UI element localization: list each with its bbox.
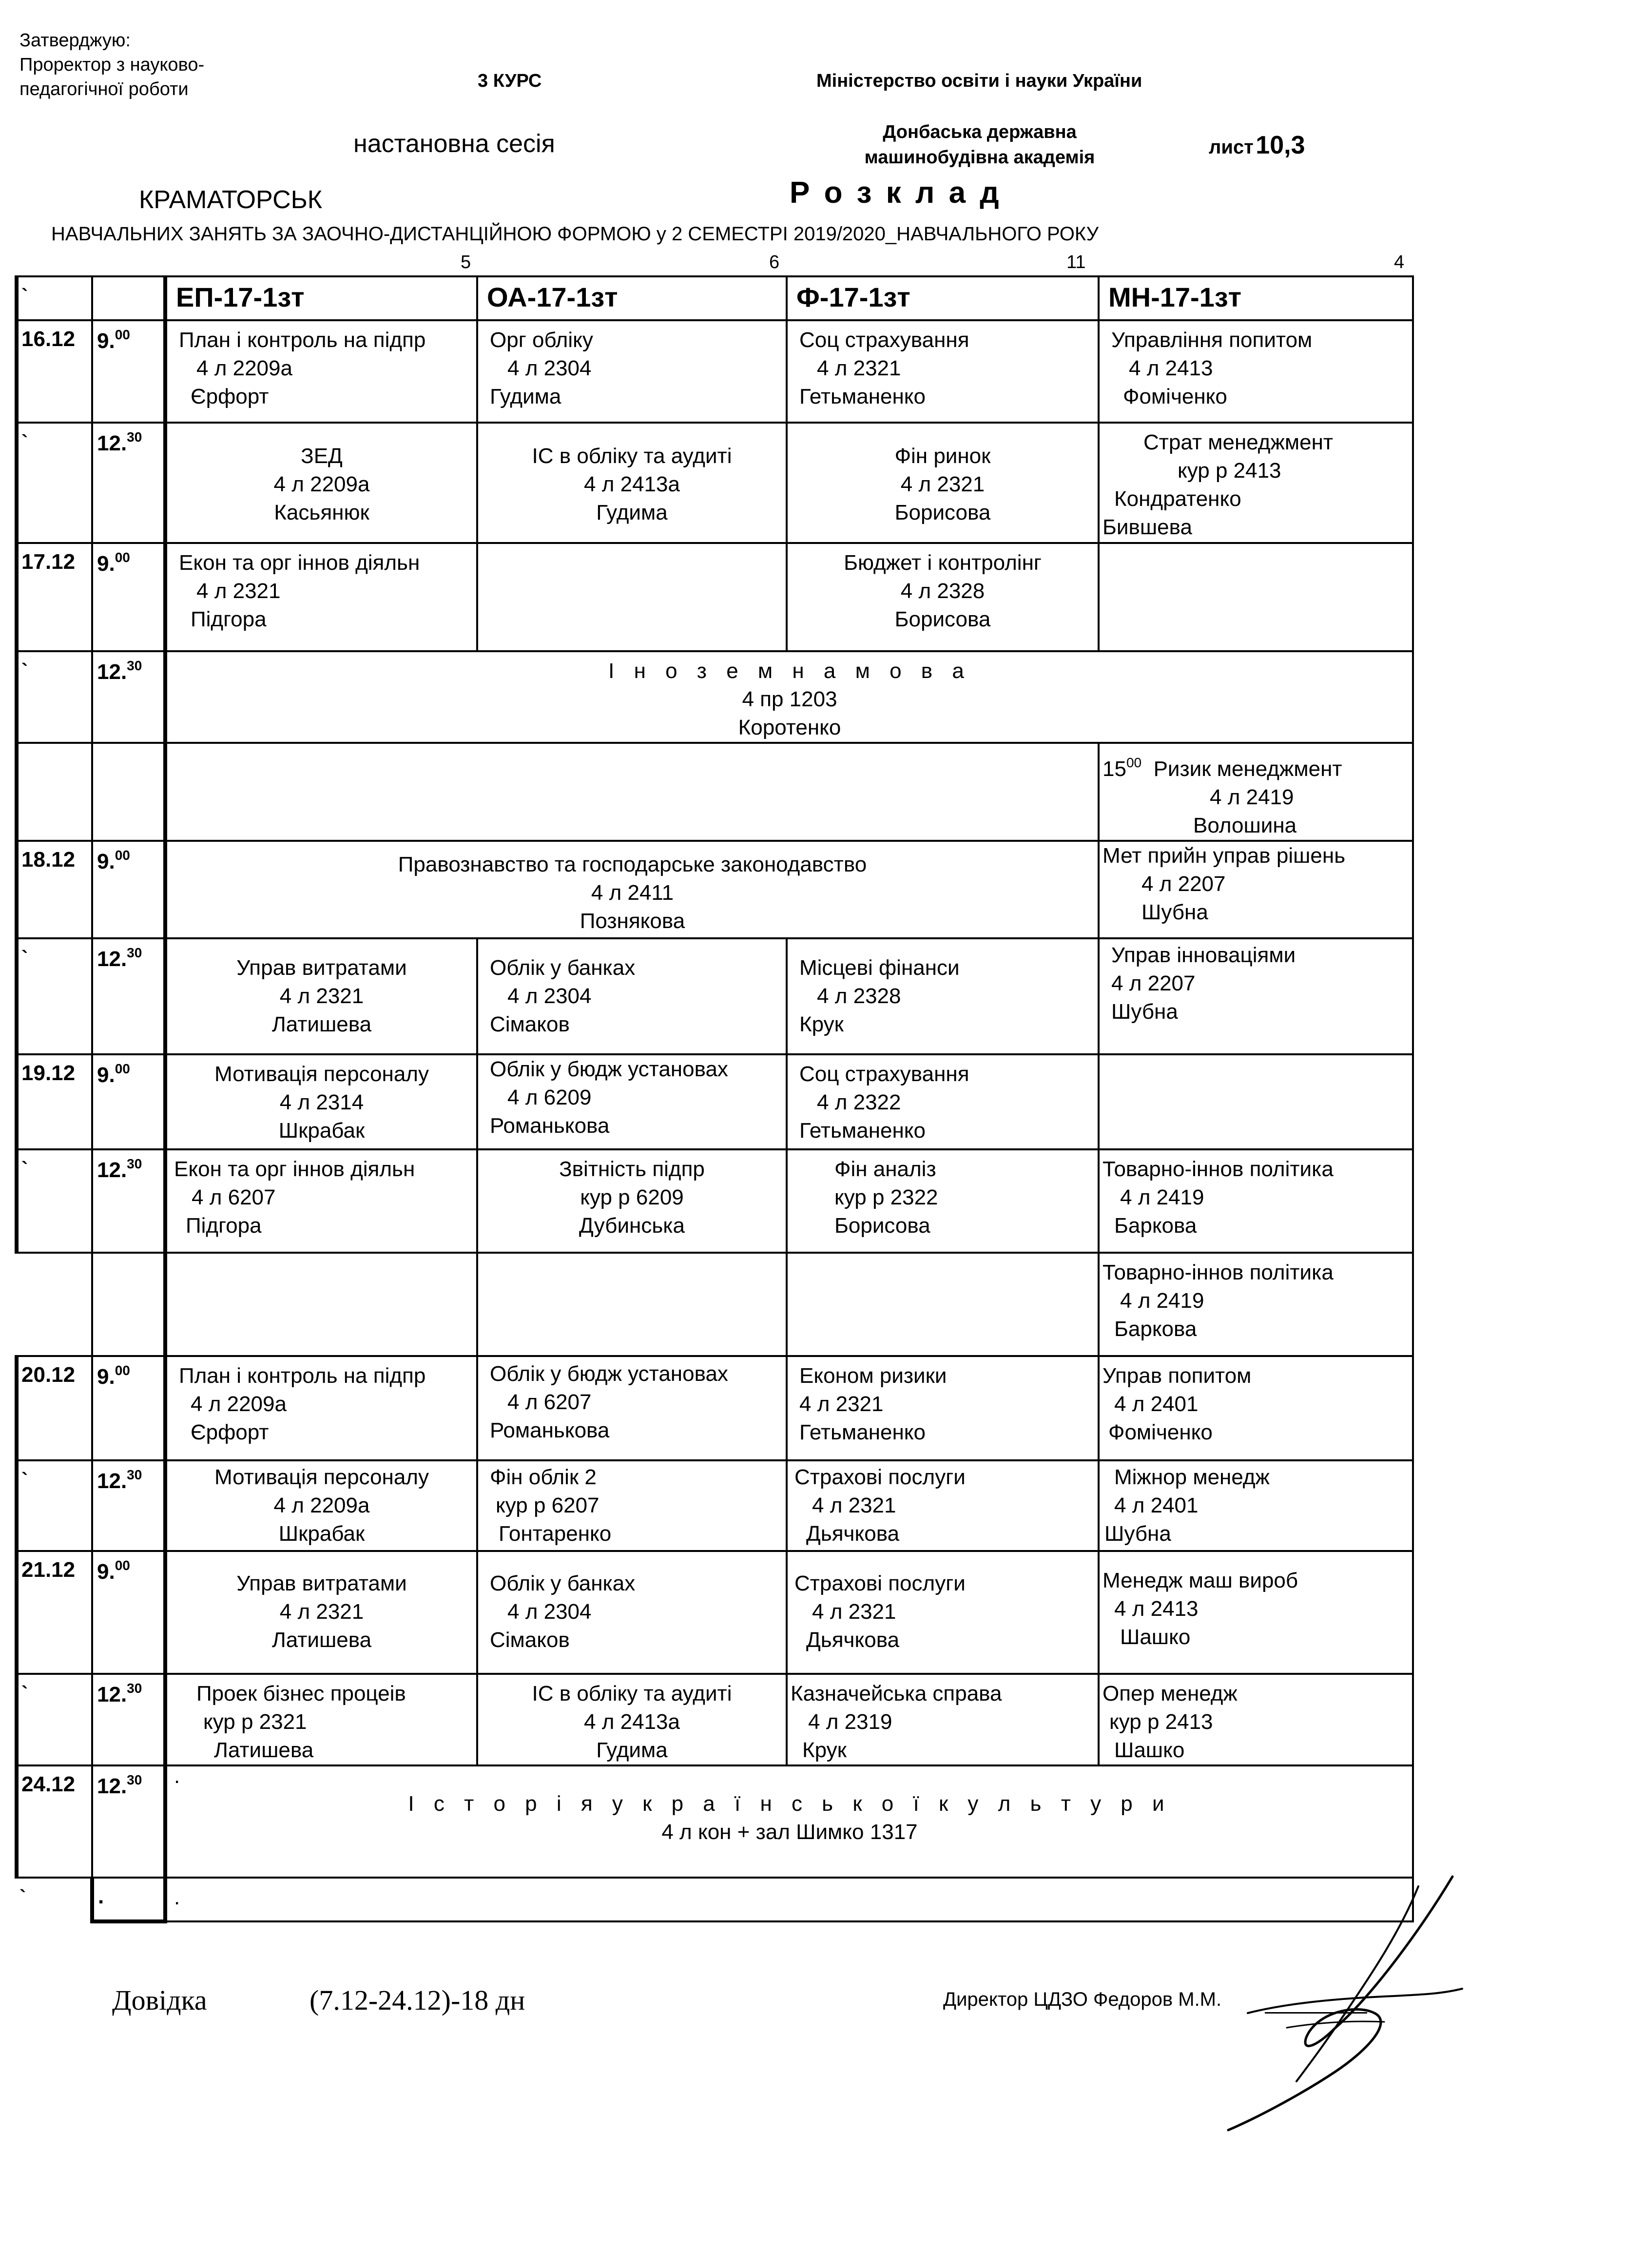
lesson-cell: ЗЕД 4 л 2209а Касьянюк	[165, 423, 477, 543]
handwritten-signature	[1189, 1867, 1501, 2140]
lesson-cell: ІС в обліку та аудиті 4 л 2413а Гудима	[477, 1674, 787, 1765]
empty-cell	[477, 1253, 787, 1356]
lesson-cell-span: . І с т о р і я у к р а ї н с ь к о ї к у л ь т у р и 4 л кон + зал Шимко 1317	[165, 1765, 1413, 1878]
lesson-cell: Облік у бюдж установах 4 л 6209 Романькова	[477, 1054, 787, 1149]
time-cell: 9.00	[92, 1551, 165, 1674]
date-cell: 17.12	[17, 543, 92, 651]
time-cell: 12.30	[92, 423, 165, 543]
date-cell: `	[17, 651, 92, 743]
empty-cell	[1099, 1054, 1413, 1149]
page-title: Р о з к л а д	[790, 176, 1002, 210]
time-cell	[92, 743, 165, 841]
date-cell: 21.12	[17, 1551, 92, 1674]
lesson-cell: Товарно-іннов політика 4 л 2419 Баркова	[1099, 1149, 1413, 1253]
sheet-number	[1209, 131, 1305, 160]
empty-cell	[477, 543, 787, 651]
date-cell: 16.12	[17, 320, 92, 423]
date-cell: `	[17, 423, 92, 543]
time-cell: 12.30	[92, 938, 165, 1054]
empty-cell	[165, 743, 1099, 841]
lesson-cell: Казначейська справа 4 л 2319 Крук	[787, 1674, 1099, 1765]
lesson-cell-span: Правознавство та господарське законодавство 4 л 2411 Познякова	[165, 841, 1099, 938]
lesson-cell: Страт менеджмент кур р 2413 Кондратенко Бившева	[1099, 423, 1413, 543]
table-row	[17, 938, 1413, 1054]
table-row	[17, 1551, 1413, 1674]
table-row	[17, 743, 1413, 841]
note-label: Довідка	[112, 1984, 207, 2016]
group-header-2: ОА-17-1зт	[477, 276, 787, 320]
page-subtitle: НАВЧАЛЬНИХ ЗАНЯТЬ ЗА ЗАОЧНО-ДИСТАНЦІЙНОЮ ФОРМОЮ у 2 СЕМЕСТРІ 2019/2020_НАВЧАЛЬНОГО РОКУ	[51, 223, 1099, 245]
lesson-cell: Облік у банках 4 л 2304 Сімаков	[477, 1551, 787, 1674]
table-row	[17, 1356, 1413, 1460]
lesson-cell: Страхові послуги 4 л 2321 Дьячкова	[787, 1551, 1099, 1674]
lesson-cell: Мет прийн управ рішень 4 л 2207 Шубна	[1099, 841, 1413, 938]
date-cell	[17, 743, 92, 841]
date-cell	[17, 1253, 92, 1356]
date-cell: `	[17, 1149, 92, 1253]
lesson-cell: Місцеві фінанси 4 л 2328 Крук	[787, 938, 1099, 1054]
table-row	[17, 1149, 1413, 1253]
lesson-cell-span: І н о з е м н а м о в а 4 пр 1203 Коротенко	[165, 651, 1413, 743]
table-header-row	[17, 276, 1413, 320]
table-row	[17, 841, 1413, 938]
table-row	[17, 423, 1413, 543]
lesson-cell: ІС в обліку та аудиті 4 л 2413а Гудима	[477, 423, 787, 543]
time-cell: 9.00	[92, 320, 165, 423]
date-cell: 20.12	[17, 1356, 92, 1460]
course-label: 3 КУРС	[478, 71, 542, 91]
lesson-cell: Фін облік 2 кур р 6207 Гонтаренко	[477, 1460, 787, 1551]
lesson-cell: Управ витратами 4 л 2321 Латишева	[165, 1551, 477, 1674]
date-cell: `	[17, 1878, 92, 1921]
lesson-cell: Облік у бюдж установах 4 л 6207 Романькова	[477, 1356, 787, 1460]
group-header-3: Ф-17-1зт	[787, 276, 1099, 320]
empty-cell	[1099, 543, 1413, 651]
date-cell: 24.12	[17, 1765, 92, 1878]
group-count-3: 11	[1066, 252, 1086, 272]
lesson-cell: Соц страхування 4 л 2321 Гетьманенко	[787, 320, 1099, 423]
time-cell	[92, 1253, 165, 1356]
lesson-cell: План і контроль на підпр 4 л 2209а Єрфорт	[165, 1356, 477, 1460]
lesson-cell: Проек бізнес процеів кур р 2321 Латишева	[165, 1674, 477, 1765]
header-time-cell	[92, 276, 165, 320]
sheet-label: лист	[1209, 136, 1254, 158]
lesson-cell: Опер менедж кур р 2413 Шашко	[1099, 1674, 1413, 1765]
date-cell: `	[17, 1674, 92, 1765]
date-cell: 18.12	[17, 841, 92, 938]
ministry-label: Міністерство освіти і науки України	[816, 71, 1142, 91]
academy-name	[809, 119, 1150, 170]
lesson-cell: Соц страхування 4 л 2322 Гетьманенко	[787, 1054, 1099, 1149]
lesson-cell: Міжнор менедж 4 л 2401 Шубна	[1099, 1460, 1413, 1551]
group-count-1: 5	[461, 252, 471, 272]
note-value: (7.12-24.12)-18 дн	[309, 1984, 525, 2016]
approval-line-2: Проректор з науково-	[19, 55, 205, 75]
lesson-cell: План і контроль на підпр 4 л 2209а Єрфорт	[165, 320, 477, 423]
time-cell: 9.00	[92, 1356, 165, 1460]
table-row	[17, 1765, 1413, 1878]
table-row	[17, 1460, 1413, 1551]
lesson-cell: Управління попитом 4 л 2413 Фоміченко	[1099, 320, 1413, 423]
time-cell: 12.30	[92, 1674, 165, 1765]
time-cell: 9.00	[92, 1054, 165, 1149]
table-row	[17, 651, 1413, 743]
approval-line-1: Затверджую:	[19, 30, 131, 51]
time-cell: 9.00	[92, 841, 165, 938]
date-cell: `	[17, 938, 92, 1054]
time-cell: 12.30	[92, 1765, 165, 1878]
empty-cell	[165, 1253, 477, 1356]
empty-cell	[787, 1253, 1099, 1356]
lesson-cell: Менедж маш вироб 4 л 2413 Шашко	[1099, 1551, 1413, 1674]
lesson-cell: Орг обліку 4 л 2304 Гудима	[477, 320, 787, 423]
table-row	[17, 1054, 1413, 1149]
schedule-table	[15, 275, 1414, 1923]
time-cell: 9.00	[92, 543, 165, 651]
table-row	[17, 320, 1413, 423]
time-cell: 12.30	[92, 1460, 165, 1551]
approval-line-3: педагогічної роботи	[19, 79, 189, 99]
time-cell: 12.30	[92, 651, 165, 743]
lesson-cell: Облік у банках 4 л 2304 Сімаков	[477, 938, 787, 1054]
date-cell: 19.12	[17, 1054, 92, 1149]
lesson-cell: Мотивація персоналу 4 л 2209а Шкрабак	[165, 1460, 477, 1551]
time-cell: .	[92, 1878, 165, 1921]
sheet-value: 10,3	[1256, 131, 1305, 159]
lesson-cell: Управ витратами 4 л 2321 Латишева	[165, 938, 477, 1054]
lesson-cell: Бюджет і контролінг 4 л 2328 Борисова	[787, 543, 1099, 651]
lesson-cell: Економ ризики 4 л 2321 Гетьманенко	[787, 1356, 1099, 1460]
group-header-4: МН-17-1зт	[1099, 276, 1413, 320]
lesson-cell: Звітність підпр кур р 6209 Дубинська	[477, 1149, 787, 1253]
director-signature-line: Директор ЦДЗО Федоров М.М.	[943, 1989, 1222, 2010]
date-cell: `	[17, 1460, 92, 1551]
lesson-cell: Екон та орг іннов діяльн 4 л 2321 Підгора	[165, 543, 477, 651]
lesson-cell: Управ попитом 4 л 2401 Фоміченко	[1099, 1356, 1413, 1460]
header-date-cell: `	[17, 276, 92, 320]
group-count-2: 6	[769, 252, 780, 272]
academy-line-2: машинобудівна академія	[864, 147, 1095, 168]
lesson-cell: Страхові послуги 4 л 2321 Дьячкова	[787, 1460, 1099, 1551]
group-header-1: ЕП-17-1зт	[165, 276, 477, 320]
lesson-cell-span: .	[165, 1878, 1413, 1921]
lesson-cell: $15^{00}$ Ризик менеджмент 4 л 2419 Волошина	[1099, 743, 1413, 841]
lesson-cell: Мотивація персоналу 4 л 2314 Шкрабак	[165, 1054, 477, 1149]
city-label: КРАМАТОРСЬК	[139, 186, 323, 214]
lesson-cell: Фін аналіз кур р 2322 Борисова	[787, 1149, 1099, 1253]
table-row	[17, 1253, 1413, 1356]
session-label: настановна сесія	[353, 130, 555, 158]
lesson-cell: Управ інноваціями 4 л 2207 Шубна	[1099, 938, 1413, 1054]
lesson-cell: Товарно-іннов політика 4 л 2419 Баркова	[1099, 1253, 1413, 1356]
table-row	[17, 543, 1413, 651]
time-cell: 12.30	[92, 1149, 165, 1253]
lesson-cell: Екон та орг іннов діяльн 4 л 6207 Підгора	[165, 1149, 477, 1253]
lesson-cell: Фін ринок 4 л 2321 Борисова	[787, 423, 1099, 543]
group-count-4: 4	[1394, 252, 1405, 272]
academy-line-1: Донбаська державна	[883, 122, 1077, 142]
table-row	[17, 1674, 1413, 1765]
approval-block	[19, 28, 204, 101]
